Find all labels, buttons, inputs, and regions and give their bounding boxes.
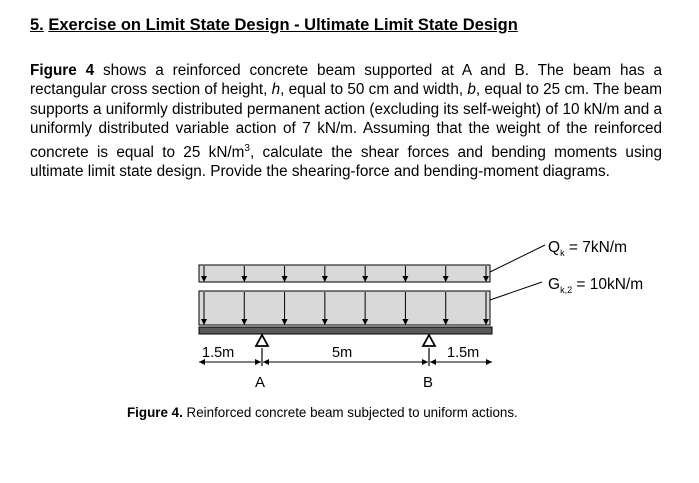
support-b-label: B <box>423 374 434 391</box>
statement-text-2: , equal to 50 cm and width, <box>280 81 468 99</box>
section-title: Exercise on Limit State Design - Ultimate Limit State Design <box>48 16 518 34</box>
variable-load-block <box>199 265 490 282</box>
statement-text-3: , equal to 25 cm. The beam supports a uniformly distributed permanent action (excluding its self-weight) of 10 kN/m and a uniformly distributed variable action of 7 kN/m. Assuming that the weight of the reinforced concrete is equal to 25 kN/m <box>30 81 662 161</box>
permanent-load-label: $G_{k,2} = 10kN/m$ <box>548 276 644 295</box>
q-leader-line <box>490 245 545 272</box>
width-symbol: b <box>467 81 476 99</box>
support-b <box>423 335 435 366</box>
support-a <box>256 335 268 366</box>
beam <box>199 327 492 334</box>
dimension-right: 1.5m <box>447 345 480 361</box>
support-a-label: A <box>255 374 266 391</box>
variable-load-label: $Q_k = 7kN/m$ <box>548 239 628 258</box>
cubic-superscript: 3 <box>244 142 250 154</box>
caption-text: Reinforced concrete beam subjected to uniform actions. <box>182 405 518 420</box>
permanent-load-block <box>199 291 490 325</box>
figure-caption <box>127 405 518 420</box>
g-leader-line <box>490 282 542 300</box>
section-number: 5. <box>30 16 44 34</box>
dimension-middle: 5m <box>332 345 353 361</box>
figure-reference: Figure 4 <box>30 62 95 79</box>
caption-label: Figure 4. <box>127 405 183 420</box>
statement-text-1: shows a reinforced concrete beam supported at A and B. The beam has a rectangular cross section of height, <box>30 62 662 99</box>
statement-text-4: , calculate the shear forces and bending moments using ultimate limit state design. Provide the shearing-force and bending-moment diagrams. <box>30 143 663 181</box>
height-symbol: h <box>271 81 281 99</box>
dimension-left: 1.5m <box>202 345 235 361</box>
